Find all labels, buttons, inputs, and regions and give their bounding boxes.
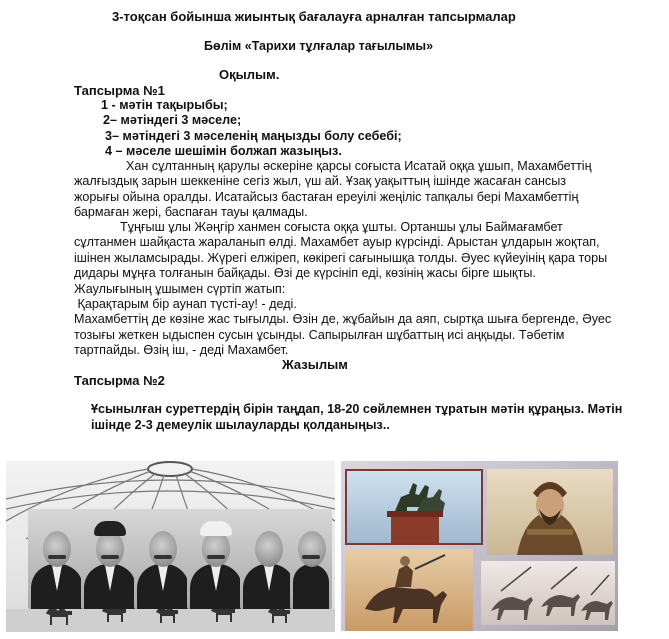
text-line: Жаулығының ұшымен сүртіп жатып:	[74, 281, 286, 296]
text-line: тозығы жеткен ыдыспен сусын ұсынды. Сапырылған шұбаттың исі аңқыды. Тәбетім	[74, 327, 565, 342]
text-line: бармаған жері, баспаған тауы қалмады.	[74, 205, 308, 220]
text-paragraph-2	[74, 220, 644, 359]
task1-item-2: 2– мәтіндегі 3 мәселе;	[103, 113, 242, 127]
reading-heading: Оқылым.	[219, 67, 280, 82]
text-line: Махамбеттің де көзіне жас тығылды. Өзін де, жұбайын да аяп, сыртқа шыға бергенде, Әуес	[74, 312, 612, 327]
historical-collage-image	[341, 461, 618, 631]
warrior-portrait	[487, 469, 613, 555]
task1-item-3: 3– мәтіндегі 3 мәселенің маңызды болу себебі;	[105, 129, 402, 143]
text-line: ішінен жыламсырады. Жүрегі елжіреп, көкірегі сағынышқа толды. Әуес күйеуінің қара торы	[74, 250, 608, 265]
instruction-line: Ұсынылған суреттердің бірін таңдап, 18-20 сөйлемнен тұратын мәтін құраңыз. Мәтін	[91, 402, 623, 416]
text-line: Тұңғыш ұлы Жәңгір ханмен соғыста оққа ұшты. Ортаншы ұлы Баймағамбет	[120, 220, 563, 234]
portrait-2	[81, 509, 139, 609]
text-line: Хан сұлтанның қарулы әскеріне қарсы соғыста Исатай оққа ұшып, Махамбеттің	[126, 159, 592, 173]
task1-heading: Тапсырма №1	[74, 83, 165, 98]
task2-instruction	[91, 401, 622, 433]
portrait-3	[134, 509, 192, 609]
battle-scene	[481, 561, 615, 625]
text-paragraph-1	[74, 159, 644, 221]
portrait-4	[187, 509, 245, 609]
portrait-6	[290, 509, 332, 609]
instruction-line: ішінде 2-3 демеулік шылауларды қолданыңыз..	[91, 418, 390, 432]
text-line: жорығы ойына оралды. Исатайсыз бастаған ереуілі жеңіліс тапқалы бері Махамбеттің	[74, 189, 579, 204]
text-line: дидары мұңға толғанын байқады. Өзі де күрсініп еді, көзінің жасы бірге шықты.	[74, 266, 536, 281]
text-line: тартпайды. Өзің іш, - деді Махамбет.	[74, 343, 289, 358]
page-title: 3-тоқсан бойынша жиынтық бағалауға арналған тапсырмалар	[112, 9, 516, 24]
text-line: Қарақтарым бір аунап түсті-ау! - деді.	[74, 297, 297, 312]
portrait-1	[28, 509, 86, 609]
text-line: сұлтанмен шайқаста жараланып өлді. Махамбет ауыр күрсінді. Арыстан ұлдарын жоқтап,	[74, 235, 600, 250]
task2-heading: Тапсырма №2	[74, 373, 165, 388]
equestrian-statue	[345, 469, 483, 545]
text-line: жалғыздық зарын шеккеніне сегіз жыл, үш ай. Ұзақ уақыттың ішінде жасаған сансыз	[74, 174, 567, 189]
section-title: Бөлім «Тарихи тұлғалар тағылымы»	[204, 39, 434, 53]
alash-leaders-yurt-image	[6, 461, 335, 632]
task1-item-4: 4 – мәселе шешімін болжап жазыңыз.	[105, 144, 342, 158]
task1-item-1: 1 - мәтін тақырыбы;	[101, 98, 228, 112]
writing-heading: Жазылым	[282, 357, 348, 372]
horseman-painting	[345, 549, 473, 631]
